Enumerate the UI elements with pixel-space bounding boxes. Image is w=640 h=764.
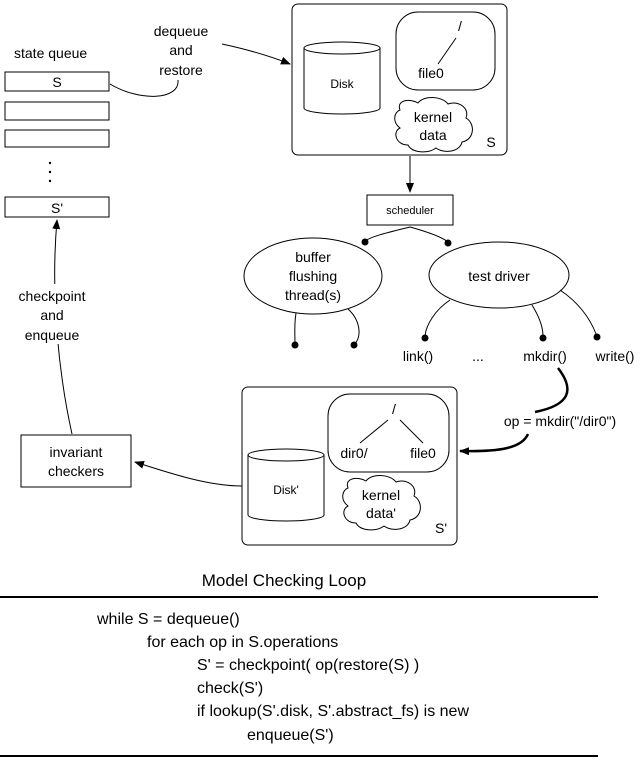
dequeue-line-2: and <box>169 42 193 58</box>
invariant-line-1: invariant <box>49 444 103 460</box>
disk-bottom-label: Disk' <box>273 483 299 497</box>
scheduler-label: scheduler <box>386 205 434 217</box>
dequeue-line-3: restore <box>159 62 203 78</box>
sched-driver-dot <box>445 240 452 247</box>
kernel-bottom-line-2: data' <box>366 505 396 521</box>
fs-bottom-dir: dir0/ <box>340 445 368 461</box>
op-label: op = mkdir("/dir0") <box>503 413 617 429</box>
buffer-branch-1 <box>295 313 296 344</box>
fs-bottom-file: file0 <box>410 445 436 461</box>
code-line-4: check(S') <box>197 680 264 697</box>
dequeue-label <box>154 23 209 78</box>
fs-bottom-root: / <box>392 401 396 417</box>
code-line-3: S' = checkpoint( op(restore(S) ) <box>197 657 420 674</box>
fs-top-file: file0 <box>418 65 444 81</box>
queue-slot-3 <box>5 130 109 147</box>
queue-slot-last-label: S' <box>50 200 64 216</box>
fs-bottom-edge-dir <box>360 420 388 443</box>
checkpoint-line-3: enqueue <box>24 327 80 343</box>
sched-buffer-dot <box>362 239 369 246</box>
buffer-line-2: flushing <box>288 268 338 284</box>
queue-slot-2 <box>5 102 109 120</box>
op-ellipsis: ... <box>472 348 484 364</box>
kernel-top-line-2: data <box>419 127 447 143</box>
checkpoint-line-1: checkpoint <box>18 288 86 304</box>
op-link: link() <box>402 348 434 364</box>
fs-top-root: / <box>458 18 462 34</box>
dequeue-arrow <box>222 44 290 64</box>
mkdir-arrow <box>460 434 528 451</box>
disk-top-label: Disk <box>330 77 354 91</box>
driver-branch-mkdir <box>532 305 543 336</box>
invariant-line-2: checkers <box>47 463 105 479</box>
sched-to-driver <box>410 227 448 242</box>
buffer-line-3: thread(s) <box>284 287 342 303</box>
test-driver-label: test driver <box>468 268 530 284</box>
op-write: write() <box>595 348 635 364</box>
to-invariant-arrow <box>135 462 242 486</box>
code-line-1: while S = dequeue() <box>97 611 240 628</box>
fs-top-box <box>396 12 495 90</box>
fs-top-edge <box>438 38 456 64</box>
driver-dot-mkdir <box>540 335 547 342</box>
driver-dot-link <box>422 335 429 342</box>
dequeue-line-1: dequeue <box>153 23 209 39</box>
buffer-dot-1 <box>292 342 299 349</box>
buffer-dot-2 <box>351 342 358 349</box>
code-line-5: if lookup(S'.disk, S'.abstract_fs) is new <box>197 703 469 720</box>
dequeue-connector <box>110 80 178 96</box>
queue-slot-first-label: S <box>52 74 62 90</box>
invariant-box <box>21 435 131 487</box>
buffer-branch-2 <box>348 309 359 344</box>
queue-ellipsis <box>49 162 51 182</box>
op-mkdir: mkdir() <box>523 348 567 364</box>
state-s-prime-label: S' <box>434 520 448 536</box>
fs-bottom-edge-file <box>400 420 423 443</box>
state-s-label: S <box>486 134 496 150</box>
driver-dot-write <box>594 334 601 341</box>
checkpoint-label <box>8 284 100 344</box>
driver-branch-write <box>560 290 596 334</box>
state-queue-title: state queue <box>14 45 88 61</box>
loop-title: Model Checking Loop <box>201 571 367 590</box>
mkdir-curve-upper <box>535 368 567 412</box>
buffer-line-1: buffer <box>295 249 331 265</box>
kernel-top-line-1: kernel <box>413 109 453 125</box>
driver-branch-link <box>425 300 450 336</box>
sched-to-buffer <box>365 227 410 241</box>
code-line-2: for each op in S.operations <box>147 634 339 651</box>
checkpoint-line-2: and <box>40 307 64 323</box>
code-line-6: enqueue(S') <box>247 727 334 744</box>
kernel-bottom-line-1: kernel <box>361 487 401 503</box>
